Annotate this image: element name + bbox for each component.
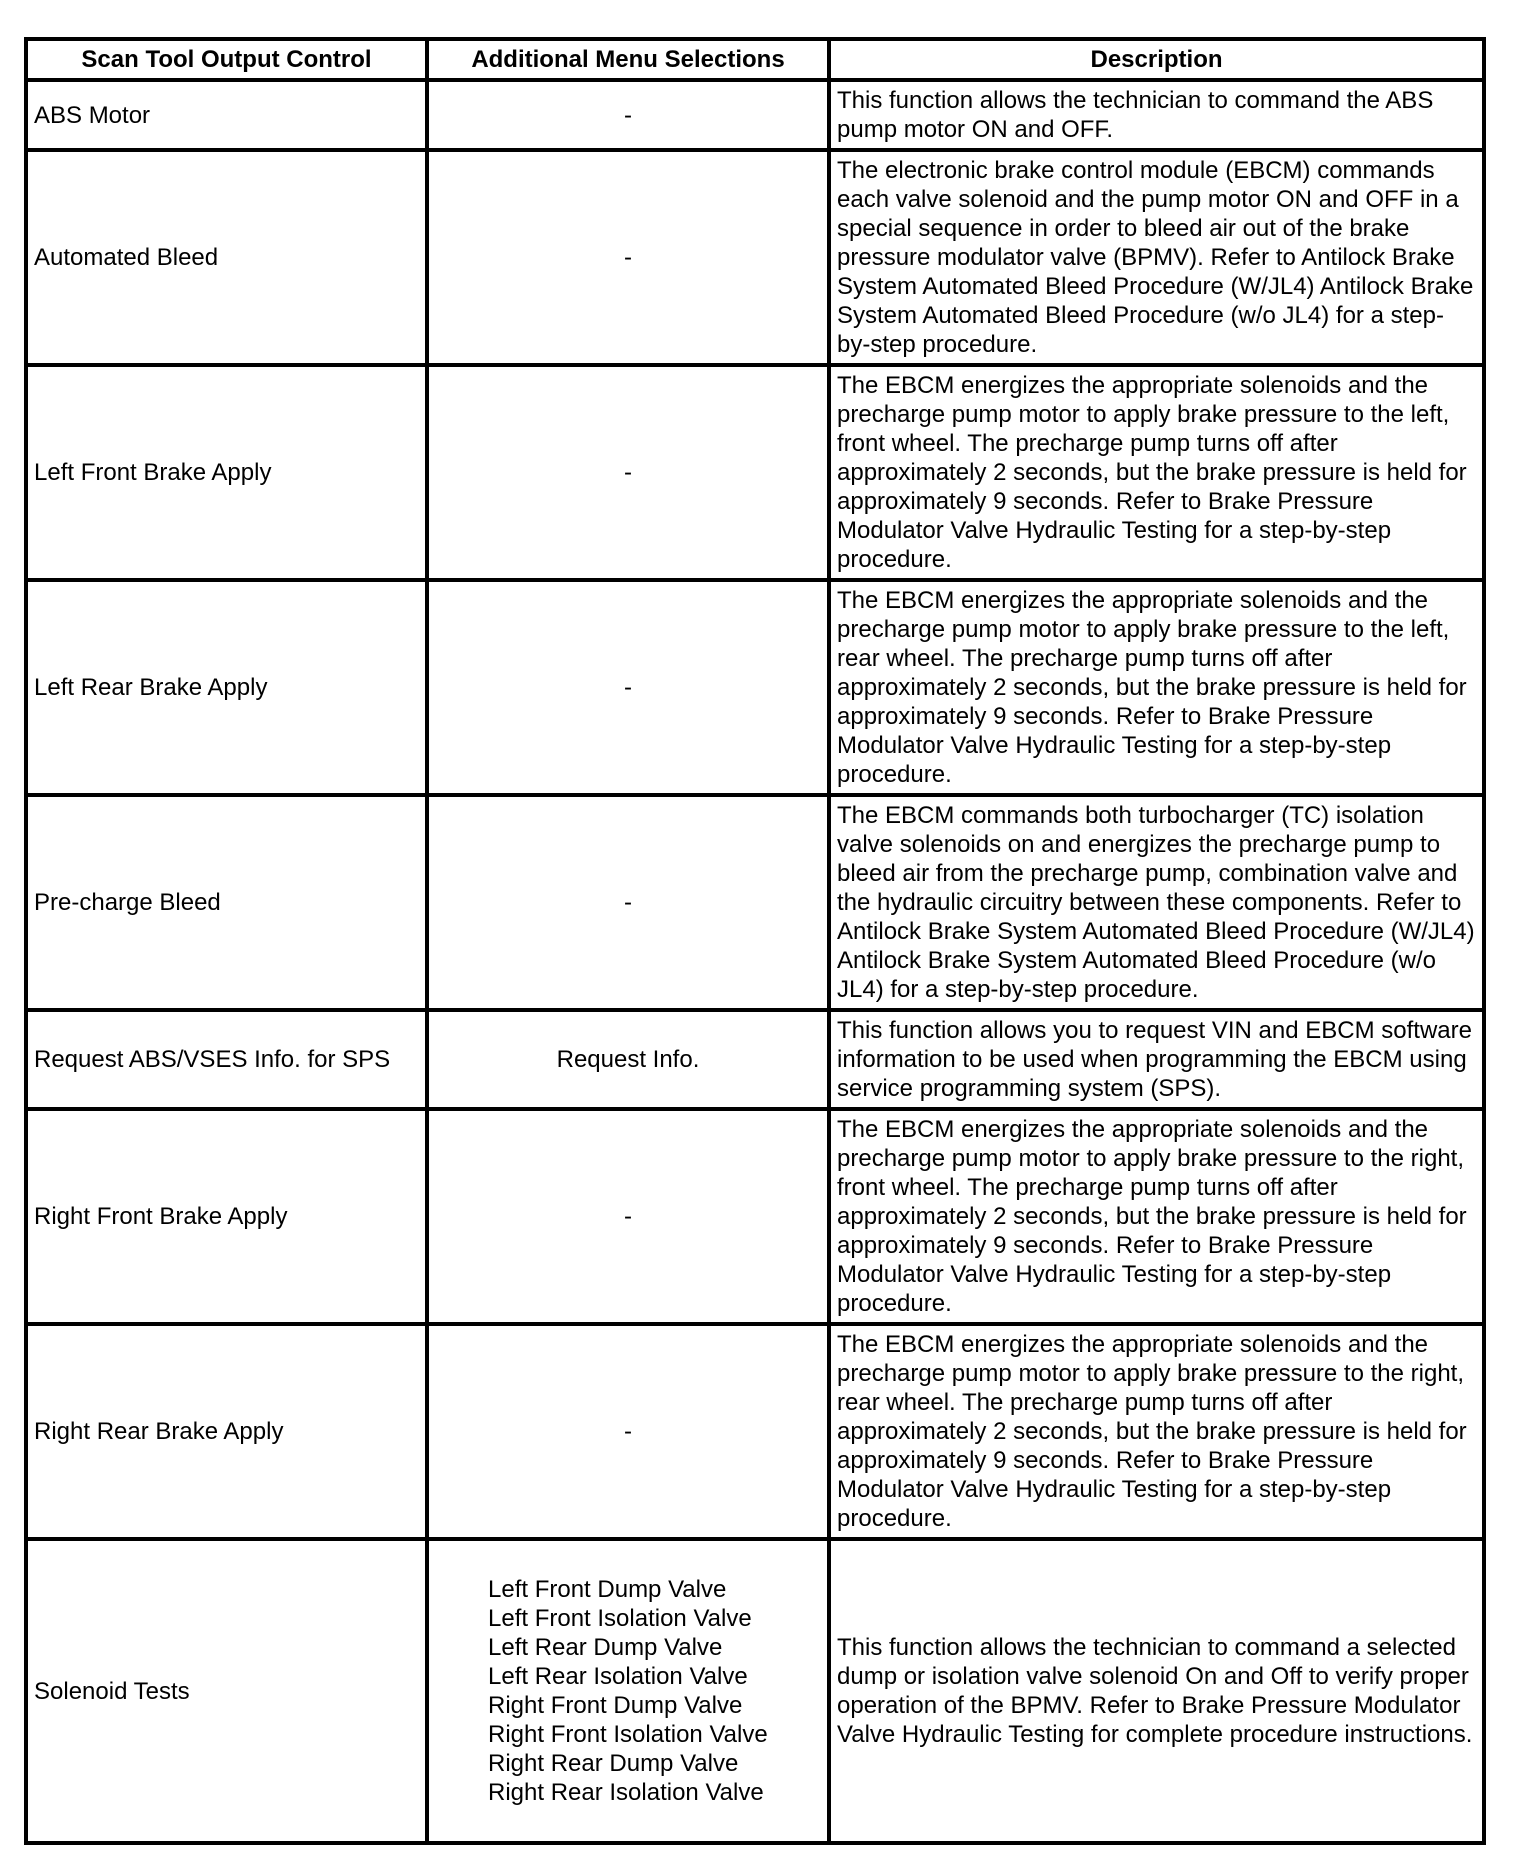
table-row	[26, 580, 1484, 795]
control-cell: ABS Motor	[26, 80, 427, 150]
header-scan-tool-output-control: Scan Tool Output Control	[26, 39, 427, 80]
header-description: Description	[829, 39, 1484, 80]
description-cell: This function allows the technician to command a selected dump or isolation valve solenoid On and Off to verify proper operation of the BPMV. Refer to Brake Pressure Modulator Valve Hydraulic Testing for complete procedure instructions.	[829, 1539, 1484, 1843]
menu-item: Right Front Isolation Valve	[488, 1721, 768, 1748]
table-row-solenoid-tests	[26, 1539, 1484, 1843]
description-cell: The EBCM energizes the appropriate solenoids and the precharge pump motor to apply brake pressure to the right, front wheel. The precharge pump turns off after approximately 2 seconds, but the brake pressure is held for approximately 9 seconds. Refer to Brake Pressure Modulator Valve Hydraulic Testing for a step-by-step procedure.	[829, 1109, 1484, 1324]
menu-item: Left Rear Isolation Valve	[488, 1663, 748, 1690]
control-cell: Left Front Brake Apply	[26, 365, 427, 580]
table-row	[26, 80, 1484, 150]
control-cell: Request ABS/VSES Info. for SPS	[26, 1010, 427, 1109]
menu-cell: -	[427, 150, 829, 365]
menu-item: Right Front Dump Valve	[488, 1692, 743, 1719]
control-cell: Right Rear Brake Apply	[26, 1324, 427, 1539]
table-row	[26, 1109, 1484, 1324]
menu-cell: -	[427, 580, 829, 795]
menu-cell: -	[427, 365, 829, 580]
table-row	[26, 150, 1484, 365]
control-cell: Automated Bleed	[26, 150, 427, 365]
table-row	[26, 1324, 1484, 1539]
table-row	[26, 365, 1484, 580]
description-cell: The EBCM energizes the appropriate solenoids and the precharge pump motor to apply brake pressure to the left, front wheel. The precharge pump turns off after approximately 2 seconds, but the brake pressure is held for approximately 9 seconds. Refer to Brake Pressure Modulator Valve Hydraulic Testing for a step-by-step procedure.	[829, 365, 1484, 580]
description-cell: The electronic brake control module (EBCM) commands each valve solenoid and the pump motor ON and OFF in a special sequence in order to bleed air out of the brake pressure modulator valve (BPMV). Refer to Antilock Brake System Automated Bleed Procedure (W/JL4) Antilock Brake System Automated Bleed Procedure (w/o JL4) for a step-by-step procedure.	[829, 150, 1484, 365]
description-cell: The EBCM energizes the appropriate solenoids and the precharge pump motor to apply brake pressure to the right, rear wheel. The precharge pump turns off after approximately 2 seconds, but the brake pressure is held for approximately 9 seconds. Refer to Brake Pressure Modulator Valve Hydraulic Testing for a step-by-step procedure.	[829, 1324, 1484, 1539]
menu-cell: -	[427, 795, 829, 1010]
menu-item: Left Rear Dump Valve	[488, 1634, 723, 1661]
menu-cell: -	[427, 1109, 829, 1324]
menu-cell: -	[427, 1324, 829, 1539]
menu-item: Right Rear Isolation Valve	[488, 1779, 764, 1806]
header-additional-menu-selections: Additional Menu Selections	[427, 39, 829, 80]
menu-cell: -	[427, 80, 829, 150]
description-cell: This function allows the technician to command the ABS pump motor ON and OFF.	[829, 80, 1484, 150]
table-row	[26, 795, 1484, 1010]
menu-item: Left Front Isolation Valve	[488, 1605, 752, 1632]
description-cell: This function allows you to request VIN and EBCM software information to be used when programming the EBCM using service programming system (SPS).	[829, 1010, 1484, 1109]
menu-selection-list	[488, 1575, 768, 1807]
menu-item: Left Front Dump Valve	[488, 1576, 727, 1603]
output-control-table	[24, 37, 1486, 1845]
header-row	[26, 39, 1484, 80]
control-cell: Solenoid Tests	[26, 1539, 427, 1843]
menu-cell	[427, 1539, 829, 1843]
menu-cell: Request Info.	[427, 1010, 829, 1109]
menu-item: Right Rear Dump Valve	[488, 1750, 739, 1777]
table-row	[26, 1010, 1484, 1109]
description-cell: The EBCM energizes the appropriate solenoids and the precharge pump motor to apply brake pressure to the left, rear wheel. The precharge pump turns off after approximately 2 seconds, but the brake pressure is held for approximately 9 seconds. Refer to Brake Pressure Modulator Valve Hydraulic Testing for a step-by-step procedure.	[829, 580, 1484, 795]
control-cell: Left Rear Brake Apply	[26, 580, 427, 795]
control-cell: Right Front Brake Apply	[26, 1109, 427, 1324]
control-cell: Pre-charge Bleed	[26, 795, 427, 1010]
description-cell: The EBCM commands both turbocharger (TC) isolation valve solenoids on and energizes the precharge pump to bleed air from the precharge pump, combination valve and the hydraulic circuitry between these components. Refer to Antilock Brake System Automated Bleed Procedure (W/JL4) Antilock Brake System Automated Bleed Procedure (w/o JL4) for a step-by-step procedure.	[829, 795, 1484, 1010]
